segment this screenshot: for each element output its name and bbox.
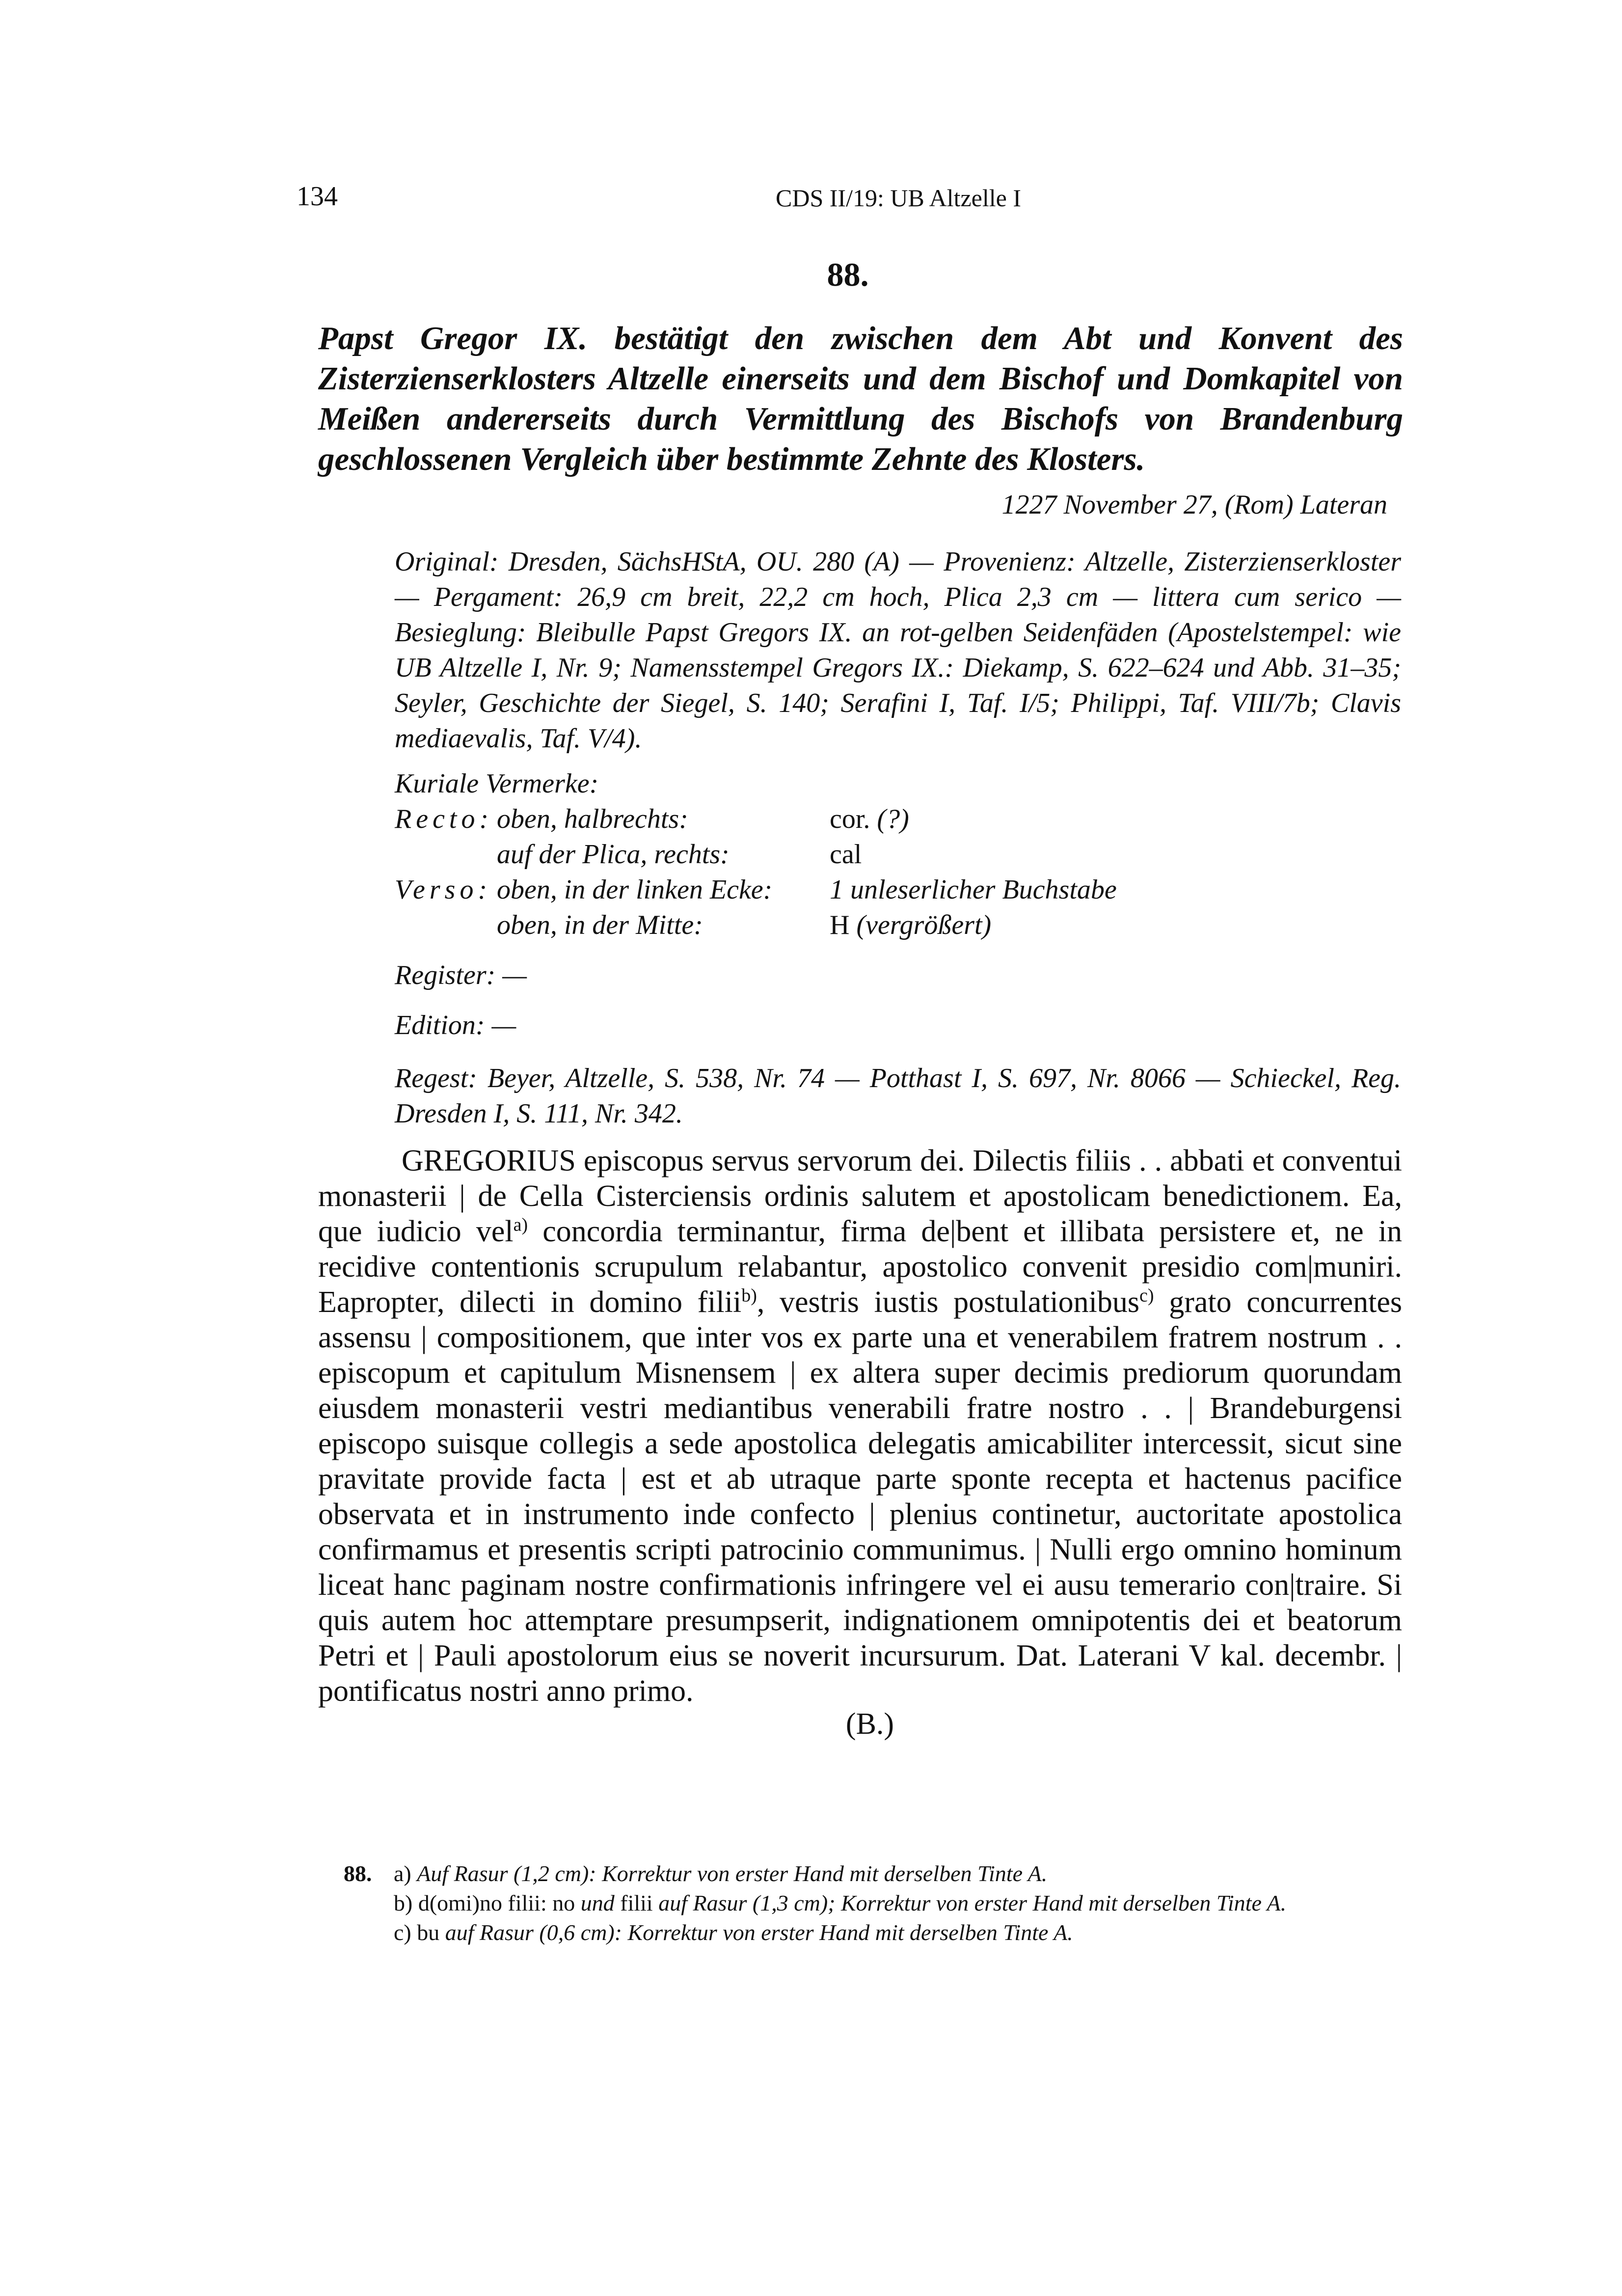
- document-number: 88.: [827, 256, 869, 293]
- footnote-a: [394, 1859, 1424, 1888]
- footnote-upright: filii: [620, 1890, 653, 1915]
- vermerk-side: Verso:: [395, 875, 492, 905]
- running-head: CDS II/19: UB Altzelle I: [776, 184, 1021, 212]
- vermerk-row: [395, 837, 1117, 872]
- text-segment: grato concurrentes assensu | compositionem, que inter vos ex parte una et venerabilem fratrem nostrum . . episcopum et capitulum Misnensem | ex altera super decimis prediorum quorundam eiusdem monasterii vestri mediantibus venerabili fratre nostro . . | Brandeburgensi episcopo suisque collegis a sede apostolica delegatis amicabiliter intercessit, sicut sine pravitate provide facta | est et ab utraque parte sponte recepta et hactenus pacifice observata et in instrumento inde confecto | plenius continetur, auctoritate apostolica confirmamus et presentis scripti patrocinio communimus. | Nulli ergo omnino hominum liceat hanc paginam nostre confirmationis infringere vel ei ausu temerario con|traire. Si quis autem hoc attemptare presumpserit, indignationem omnipotentis dei et beatorum Petri et | Pauli apostolorum eius se noverit incursurum. Dat. Laterani V kal. decembr. | pontificatus nostri anno primo.: [318, 1285, 1402, 1708]
- footnote-italic: und: [575, 1890, 621, 1915]
- page-number: 134: [297, 181, 338, 212]
- footnote-italic: Auf Rasur (1,2 cm): Korrektur von erster Hand mit derselben Tinte A.: [417, 1861, 1048, 1886]
- vermerke-table: [395, 801, 1117, 943]
- text-segment: episcopus servus servorum dei. Dilectis filiis . . abbati et conventui monasterii | de Cella Cisterciensis ordinis salutem et apostolicam benedictionem. Ea, que iudicio vel: [318, 1144, 1402, 1248]
- regest-title: Papst Gregor IX. bestätigt den zwischen dem Abt und Konvent des Zisterzienserklosters Altzelle einerseits und dem Bischof und Domkapitel von Meißen andererseits durch Vermittlung des Bischofs von Brandenburg geschlossenen Vergleich über bestimmte Zehnte des Klosters.: [318, 320, 1403, 477]
- footnote-label: b): [394, 1890, 413, 1915]
- bulla-sigle: (B.): [845, 1707, 894, 1741]
- kuriale-vermerke-label: Kuriale Vermerke:: [395, 768, 599, 799]
- vermerk-note-text: cor.: [830, 804, 870, 834]
- vermerk-note: [830, 872, 1117, 907]
- vermerk-note: [830, 837, 1117, 872]
- vermerk-note-text: cal: [830, 839, 862, 870]
- vermerk-position: auf der Plica, rechts:: [497, 839, 730, 870]
- footnote-ref-c: c): [1139, 1285, 1154, 1306]
- vermerk-row: [395, 801, 1117, 837]
- vermerk-position: oben, in der Mitte:: [497, 910, 703, 940]
- register-line: Register: —: [395, 960, 527, 990]
- vermerk-row: [395, 907, 1117, 943]
- footnote-c: [394, 1918, 1424, 1947]
- vermerk-position: oben, in der linken Ecke:: [497, 875, 773, 905]
- vermerk-note: [830, 907, 1117, 943]
- vermerk-position: oben, halbrechts:: [497, 804, 688, 834]
- edition-line: Edition: —: [395, 1010, 516, 1040]
- footnote-ref-b: b): [741, 1285, 757, 1306]
- vermerk-note-text: H: [830, 910, 850, 940]
- original-description: Original: Dresden, SächsHStA, OU. 280 (A) — Provenienz: Altzelle, Zisterzienserkloster — Pergament: 26,9 cm breit, 22,2 cm hoch, Plica 2,3 cm — littera cum serico — Besieglung: Bleibulle Papst Gregors IX. an rot-gelben Seidenfäden (Apostelstempel: wie UB Altzelle I, Nr. 9; Namensstempel Gregors IX.: Diekamp, S. 622–624 und Abb. 31–35; Seyler, Geschichte der Siegel, S. 140; Serafini I, Taf. I/5; Philippi, Taf. VIII/7b; Clavis mediaevalis, Taf. V/4).: [395, 547, 1401, 754]
- text-segment: concordia terminantur, firma de|bent et illibata persistere et, ne in recidive contentionis scrupulum relabantur, apostolico convenit presidio com|muniri. Eapropter, dilecti in domino filii: [318, 1215, 1402, 1319]
- vermerk-side: [395, 837, 497, 872]
- vermerk-note-italic: (vergrößert): [849, 910, 992, 940]
- vermerk-note-italic: (?): [870, 804, 909, 834]
- footnote-ref-a: a): [513, 1214, 528, 1235]
- footnote-label: c): [394, 1920, 411, 1945]
- footnote-upright: d(omi)no filii: no: [418, 1890, 575, 1915]
- document-date: 1227 November 27, (Rom) Lateran: [1001, 490, 1387, 520]
- footnote-italic: auf Rasur (1,3 cm); Korrektur von erster Hand mit derselben Tinte A.: [652, 1890, 1287, 1915]
- vermerk-note: [830, 801, 1117, 837]
- text-segment: , vestris iustis postulationibus: [757, 1285, 1140, 1319]
- vermerk-side: [395, 907, 497, 943]
- footnote-doc-number: 88.: [344, 1861, 372, 1886]
- vermerk-side: Recto:: [395, 804, 493, 834]
- vermerk-note-italic: 1 unleserlicher Buchstabe: [830, 875, 1117, 905]
- text-incipit: GREGORIUS: [402, 1144, 576, 1177]
- footnote-b: [394, 1888, 1424, 1918]
- document-text: [318, 1143, 1402, 1709]
- vermerk-row: [395, 872, 1117, 907]
- footnote-italic: auf Rasur (0,6 cm): Korrektur von erster Hand mit derselben Tinte A.: [439, 1920, 1073, 1945]
- footnotes: [344, 1859, 1424, 1947]
- footnote-label: a): [394, 1861, 411, 1886]
- regest-sources: Regest: Beyer, Altzelle, S. 538, Nr. 74 — Potthast I, S. 697, Nr. 8066 — Schieckel, Reg. Dresden I, S. 111, Nr. 342.: [395, 1063, 1401, 1129]
- apparatus-block: [395, 544, 1401, 1131]
- footnote-upright: bu: [417, 1920, 440, 1945]
